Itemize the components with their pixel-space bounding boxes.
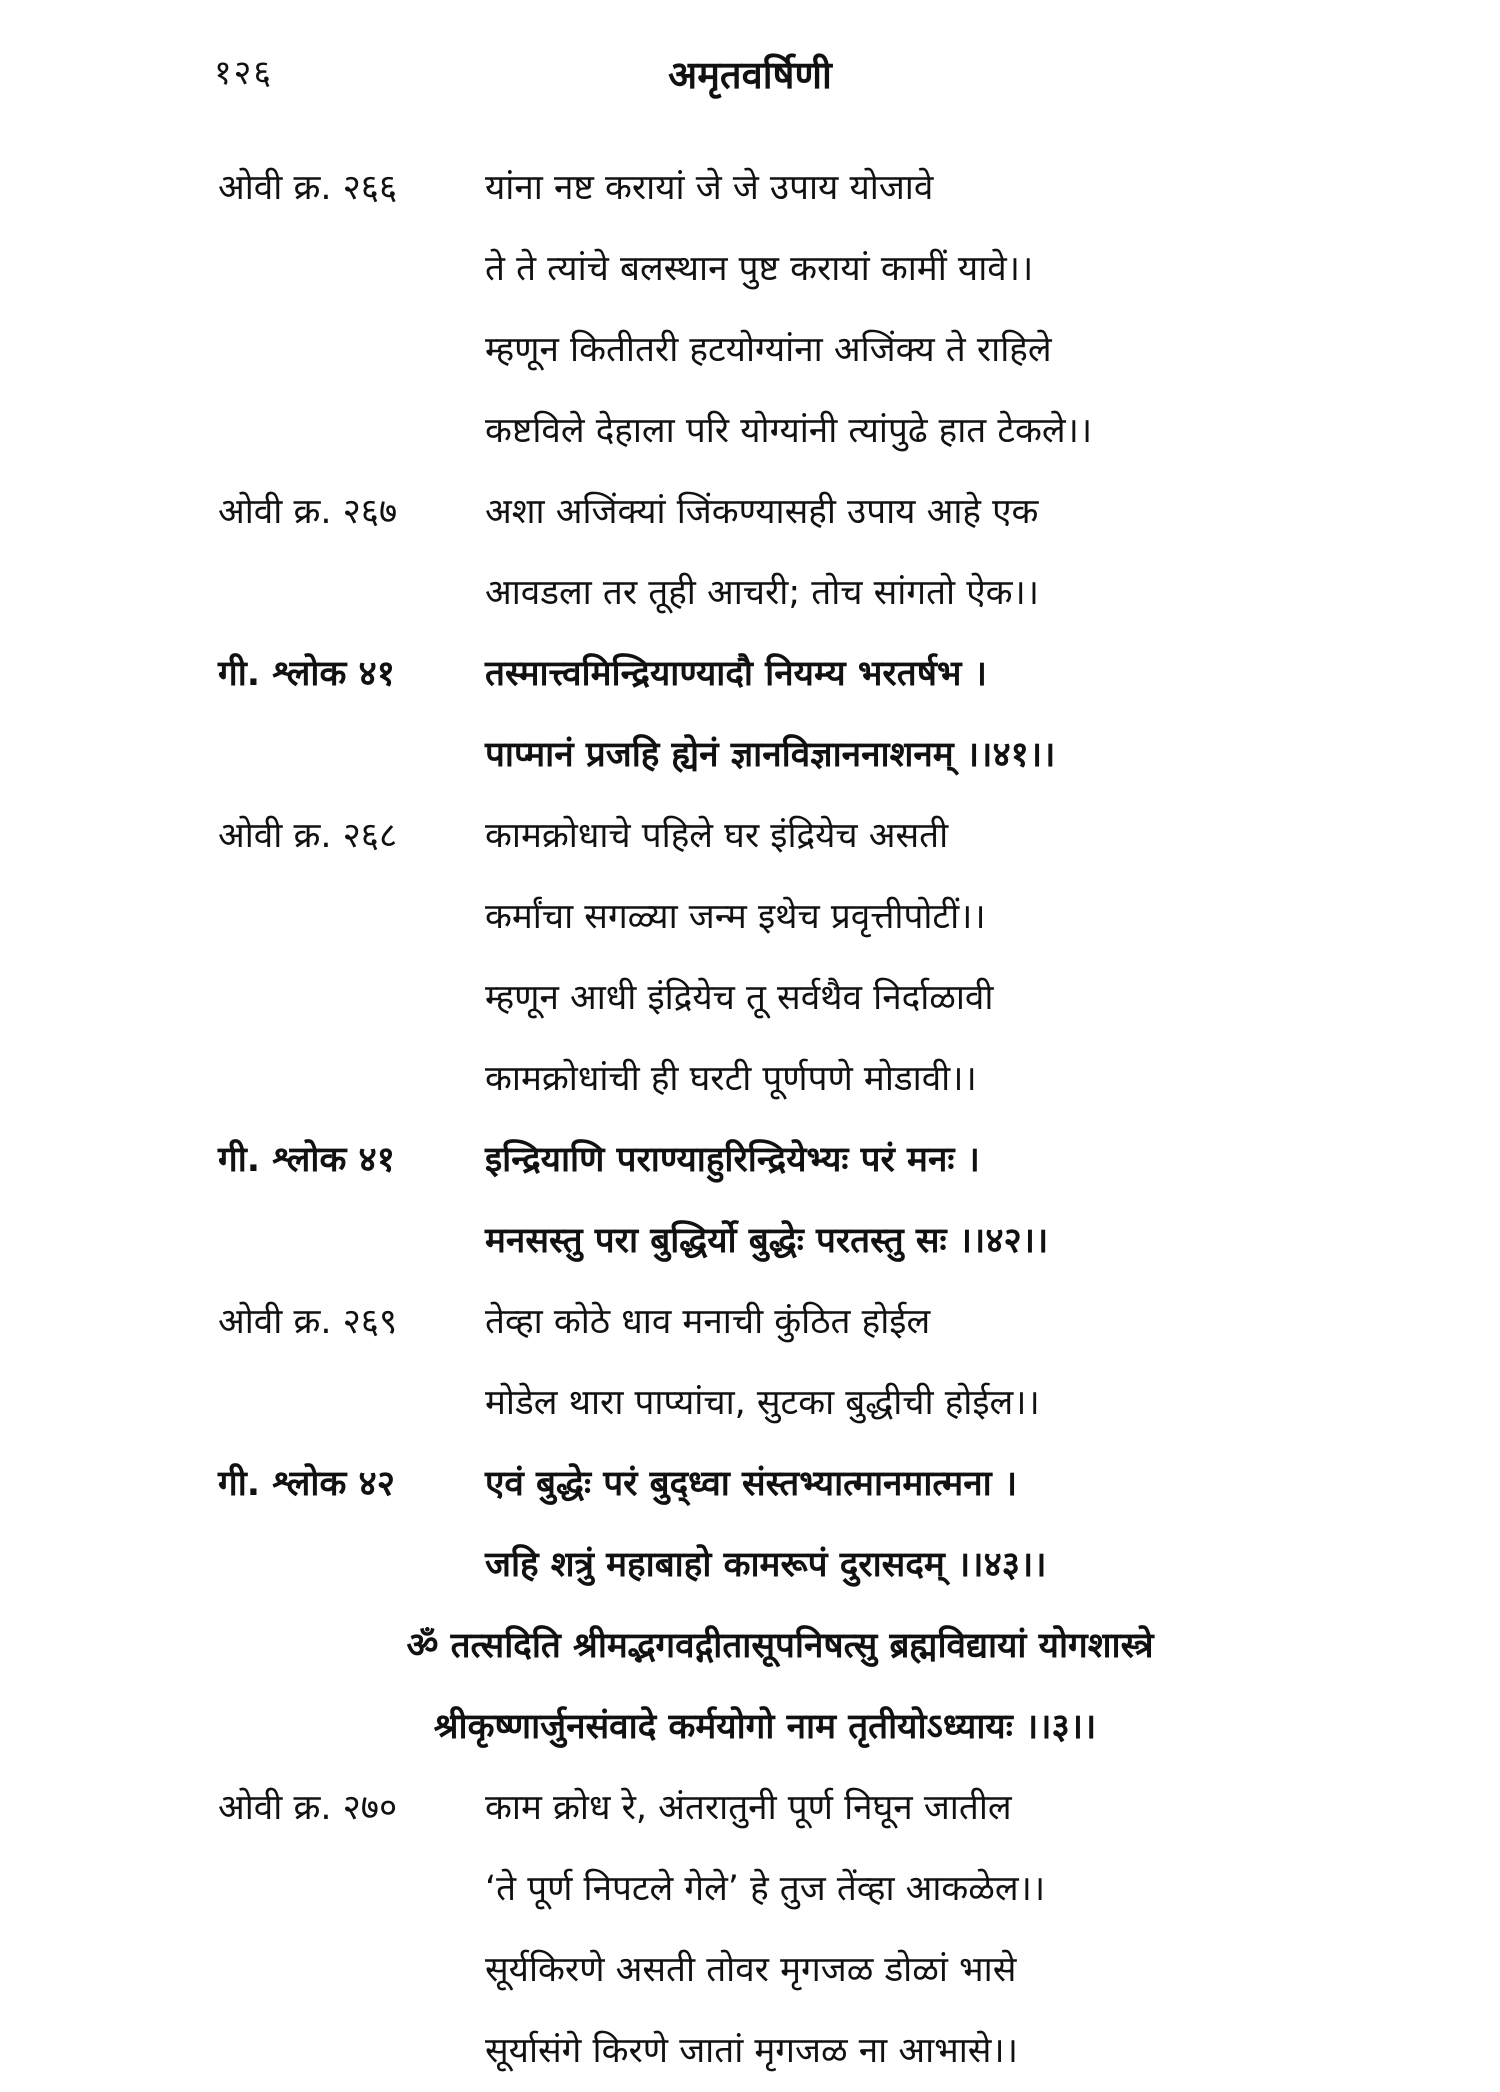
ovi-entry-266 — [0, 148, 1500, 472]
page-body — [0, 148, 1500, 2092]
verse-row — [0, 1363, 1500, 1444]
chapter-colophon — [0, 1606, 1500, 1768]
shloka-label: गी. श्लोक ४१ — [218, 654, 395, 694]
page-number: १२६ — [214, 53, 274, 93]
page-header — [0, 48, 1500, 118]
page-title: अमृतवर्षिणी — [668, 53, 832, 97]
verse-row — [0, 310, 1500, 391]
ovi-label: ओवी क्र. २६६ — [218, 168, 398, 208]
ovi-entry-270 — [0, 1768, 1500, 2092]
shloka-row — [0, 1201, 1500, 1282]
colophon-line: ॐ तत्सदिति श्रीमद्भगवद्गीतासूपनिषत्सु ब्रह्मविद्यायां योगशास्त्रे — [406, 1626, 1154, 1666]
verse-line: मोडेल थारा पाप्यांचा, सुटका बुद्धीची होईल।। — [485, 1383, 1040, 1423]
verse-line: कर्मांचा सगळ्या जन्म इथेच प्रवृत्तीपोटीं।। — [485, 897, 986, 937]
ovi-entry-267 — [0, 472, 1500, 634]
verse-line: तेव्हा कोठे धाव मनाची कुंठित होईल — [485, 1302, 931, 1342]
shloka-label: गी. श्लोक ४१ — [218, 1140, 395, 1180]
shloka-line: पाप्मानं प्रजहि ह्येनं ज्ञानविज्ञाननाशनम् ।।४१।। — [485, 735, 1056, 775]
verse-line: कामक्रोधांची ही घरटी पूर्णपणे मोडावी।। — [485, 1059, 977, 1099]
ovi-label: ओवी क्र. २६९ — [218, 1302, 398, 1342]
shloka-row — [0, 1120, 1500, 1201]
shloka-entry-42 — [0, 1120, 1500, 1282]
ovi-label: ओवी क्र. २६८ — [218, 816, 398, 856]
verse-line: म्हणून आधी इंद्रियेच तू सर्वथैव निर्दाळावी — [485, 978, 994, 1018]
verse-row — [0, 1282, 1500, 1363]
ovi-entry-268 — [0, 796, 1500, 1120]
verse-row — [0, 472, 1500, 553]
verse-line: सूर्यासंगे किरणे जातां मृगजळ ना आभासे।। — [485, 2031, 1018, 2071]
verse-row — [0, 1849, 1500, 1930]
verse-line: कामक्रोधाचे पहिले घर इंद्रियेच असती — [485, 816, 949, 856]
shloka-row — [0, 715, 1500, 796]
verse-line: यांना नष्ट करायां जे जे उपाय योजावे — [485, 168, 934, 208]
verse-line: अशा अजिंक्यां जिंकण्यासही उपाय आहे एक — [485, 492, 1039, 532]
ovi-label: ओवी क्र. २६७ — [218, 492, 398, 532]
shloka-row — [0, 634, 1500, 715]
colophon-line: श्रीकृष्णार्जुनसंवादे कर्मयोगो नाम तृतीयोऽध्यायः ।।३।। — [433, 1707, 1097, 1747]
verse-row — [0, 2011, 1500, 2092]
verse-row — [0, 796, 1500, 877]
shloka-line: तस्मात्त्वमिन्द्रियाण्यादौ नियम्य भरतर्षभ । — [485, 654, 987, 694]
verse-line: म्हणून कितीतरी हटयोग्यांना अजिंक्य ते राहिले — [485, 330, 1052, 370]
shloka-line: जहि शत्रुं महाबाहो कामरूपं दुरासदम् ।।४३।। — [485, 1545, 1047, 1585]
shloka-entry-41 — [0, 634, 1500, 796]
verse-line: कष्टविले देहाला परि योग्यांनी त्यांपुढे हात टेकले।। — [485, 411, 1093, 451]
verse-line: ते ते त्यांचे बलस्थान पुष्ट करायां कामीं यावे।। — [485, 249, 1034, 289]
verse-row — [0, 958, 1500, 1039]
ovi-label: ओवी क्र. २७० — [218, 1788, 398, 1828]
verse-line: सूर्यकिरणे असती तोवर मृगजळ डोळां भासे — [485, 1950, 1017, 1990]
verse-row — [0, 1039, 1500, 1120]
verse-line: ‘ते पूर्ण निपटले गेले’ हे तुज तेंव्हा आकळेल।। — [485, 1869, 1046, 1909]
verse-row — [0, 1768, 1500, 1849]
shloka-line: मनसस्तु परा बुद्धिर्यो बुद्धेः परतस्तु सः ।।४२।। — [485, 1221, 1049, 1261]
shloka-row — [0, 1444, 1500, 1525]
shloka-entry-43 — [0, 1444, 1500, 1606]
verse-line: आवडला तर तूही आचरी; तोच सांगतो ऐक।। — [485, 573, 1039, 613]
shloka-label: गी. श्लोक ४२ — [218, 1464, 395, 1504]
verse-row — [0, 877, 1500, 958]
shloka-line: एवं बुद्धेः परं बुद्ध्वा संस्तभ्यात्मानमात्मना । — [485, 1464, 1018, 1504]
verse-row — [0, 229, 1500, 310]
verse-row — [0, 391, 1500, 472]
verse-row — [0, 553, 1500, 634]
verse-line: काम क्रोध रे, अंतरातुनी पूर्ण निघून जातील — [485, 1788, 1012, 1828]
shloka-row — [0, 1525, 1500, 1606]
verse-row — [0, 1930, 1500, 2011]
verse-row — [0, 148, 1500, 229]
ovi-entry-269 — [0, 1282, 1500, 1444]
shloka-line: इन्द्रियाणि पराण्याहुरिन्द्रियेभ्यः परं मनः । — [485, 1140, 980, 1180]
